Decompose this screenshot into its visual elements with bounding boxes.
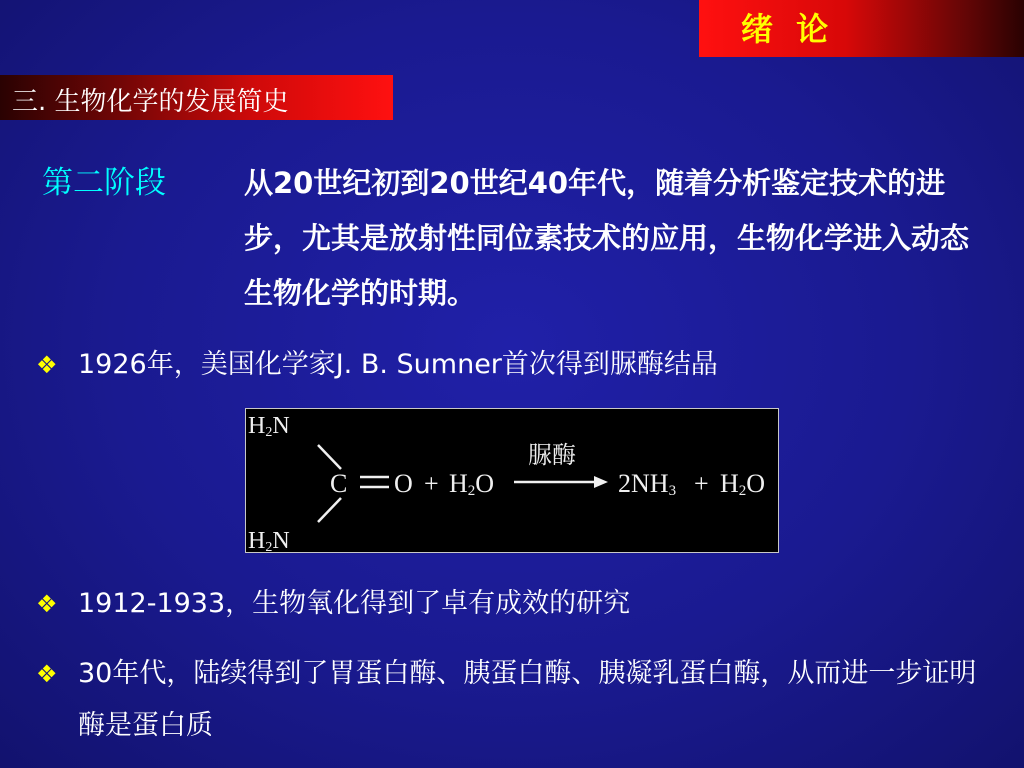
header-title: 绪 论 bbox=[741, 10, 835, 48]
urease-reaction-equation bbox=[245, 408, 779, 553]
top-bond-line bbox=[318, 445, 341, 469]
ammonia-product: 2NH3 bbox=[618, 469, 677, 499]
bottom-bond-line bbox=[318, 498, 341, 522]
stage-label: 第二阶段 bbox=[42, 165, 166, 201]
bullet-item-1930s bbox=[36, 648, 996, 752]
reaction-arrow-head bbox=[594, 476, 608, 488]
stage-description: 从20世纪初到20世纪40年代，随着分析鉴定技术的进步，尤其是放射性同位素技术的应用，生物化学进入动态生物化学的时期。 bbox=[244, 166, 970, 310]
bullet-diamond-icon: ❖ bbox=[36, 590, 58, 618]
bullet-item-1912 bbox=[36, 578, 630, 630]
equation-diagram bbox=[246, 409, 778, 552]
water-product: H2O bbox=[720, 469, 766, 499]
section-title: 三. 生物化学的发展简史 bbox=[12, 87, 289, 117]
carbon-atom: C bbox=[330, 469, 348, 498]
bullet-text: 1926年，美国化学家J. B. Sumner首次得到脲酶结晶 bbox=[78, 349, 718, 380]
bullet-text: 1912-1933，生物氧化得到了卓有成效的研究 bbox=[78, 588, 631, 619]
oxygen-atom: O bbox=[394, 469, 413, 498]
top-amino-group: H2N bbox=[248, 413, 290, 440]
bottom-amino-group: H2N bbox=[248, 528, 290, 552]
bullet-text: 30年代，陆续得到了胃蛋白酶、胰蛋白酶、胰凝乳蛋白酶，从而进一步证明酶是蛋白质 bbox=[78, 658, 977, 741]
plus-sign-2: + bbox=[694, 469, 709, 498]
section-title-bar bbox=[0, 75, 393, 120]
bullet-diamond-icon: ❖ bbox=[36, 351, 58, 379]
header-title-bar bbox=[699, 0, 1024, 57]
catalyst-label: 脲酶 bbox=[528, 441, 576, 469]
water-reactant: H2O bbox=[449, 469, 495, 499]
bullet-diamond-icon: ❖ bbox=[36, 660, 58, 688]
bullet-item-1926 bbox=[36, 339, 718, 391]
plus-sign-1: + bbox=[424, 469, 439, 498]
